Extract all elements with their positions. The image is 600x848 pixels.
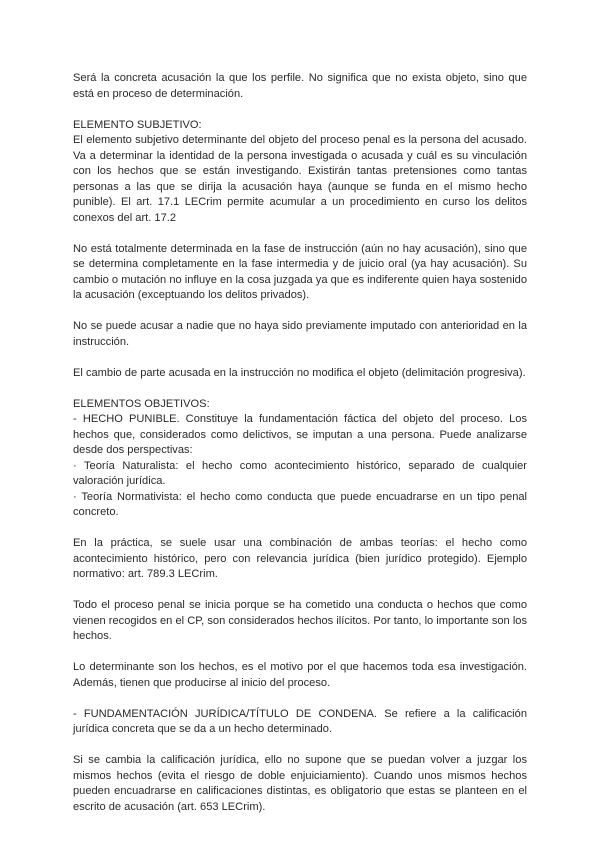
section-heading: ELEMENTOS OBJETIVOS:: [73, 397, 210, 410]
paragraph-text: Si se cambia la calificación jurídica, ello no supone que se puedan volver a juzgar los mismos hechos (evita el riesgo de doble enjuiciamiento). Cuando unos mismos hechos pueden encuadrarse en calificaciones distintas, es obligatorio que estas se planteen en el escrito de acusación (art. 653 LECrim).: [73, 754, 527, 813]
objective-elements-section: [73, 397, 527, 521]
subjective-element-section: [73, 118, 527, 227]
section-heading: ELEMENTO SUBJETIVO:: [73, 118, 202, 131]
paragraph-text: No está totalmente determinada en la fase de instrucción (aún no hay acusación), sino que se determina completamente en la fase intermedia y de juicio oral (ya hay acusación). Su cambio o mutación no influye en la cosa juzgada ya que es indiferente quien haya sostenido la acusación (exceptuando los delitos privados).: [73, 242, 527, 301]
paragraph: [73, 242, 527, 304]
paragraph: [73, 366, 527, 382]
paragraph: [73, 536, 527, 583]
paragraph-text: El elemento subjetivo determinante del objeto del proceso penal es la persona del acusado. Va a determinar la identidad de la persona investigada o acusada y cuál es su vinculación con los hechos que se están investigando. Existirán tantas pretensiones como tantas personas a las que se dirija la acusación haya (aunque se funda en el mismo hecho punible). El art. 17.1 LECrim permite acumular a un procedimiento en curso los delitos conexos del art. 17.2: [73, 134, 527, 224]
paragraph-text: - HECHO PUNIBLE. Constituye la fundamentación fáctica del objeto del proceso. Los hechos que, considerados como delictivos, se imputan a una persona. Puede analizarse desde dos perspectivas:: [73, 413, 527, 456]
paragraph: [73, 319, 527, 350]
paragraph-text: - FUNDAMENTACIÓN JURÍDICA/TÍTULO DE CONDENA. Se refiere a la calificación jurídica concreta que se da a un hecho determinado.: [73, 707, 527, 735]
paragraph-text: Será la concreta acusación la que los perfile. No significa que no exista objeto, sino que está en proceso de determinación.: [73, 72, 527, 100]
paragraph: [73, 598, 527, 645]
paragraph: [73, 660, 527, 691]
paragraph-text: Lo determinante son los hechos, es el motivo por el que hacemos toda esa investigación. Además, tienen que producirse al inicio del proceso.: [73, 661, 527, 689]
paragraph-text: En la práctica, se suele usar una combinación de ambas teorías: el hecho como acontecimiento histórico, pero con relevancia jurídica (bien jurídico protegido). Ejemplo normativo: art. 789.3 LECrim.: [73, 537, 527, 580]
document-page: [73, 71, 527, 831]
paragraph-text: No se puede acusar a nadie que no haya sido previamente imputado con anterioridad en la instrucción.: [73, 320, 527, 348]
paragraph: [73, 707, 527, 738]
paragraph: [73, 753, 527, 815]
paragraph-text: Todo el proceso penal se inicia porque se ha cometido una conducta o hechos que como vienen recogidos en el CP, son considerados hechos ilícitos. Por tanto, lo importante son los hechos.: [73, 599, 527, 642]
paragraph-text: El cambio de parte acusada en la instrucción no modifica el objeto (delimitación progresiva).: [73, 366, 526, 379]
paragraph: [73, 71, 527, 102]
list-item: · Teoría Normativista: el hecho como conducta que puede encuadrarse en un tipo penal concreto.: [73, 490, 527, 518]
list-item: · Teoría Naturalista: el hecho como acontecimiento histórico, separado de cualquier valoración jurídica.: [73, 459, 527, 487]
